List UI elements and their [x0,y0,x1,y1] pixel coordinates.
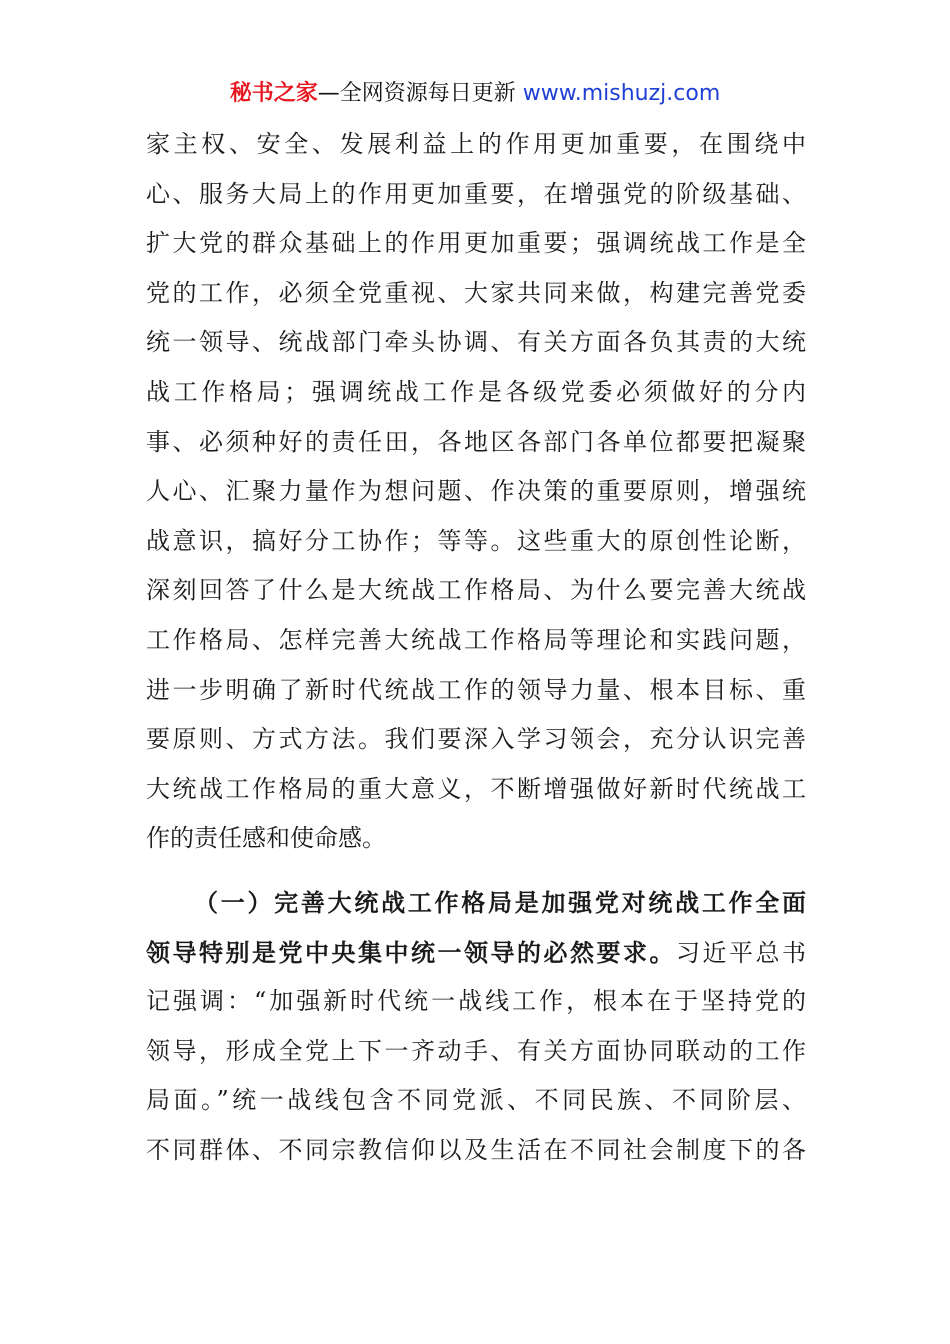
brand-name: 秘书之家 [229,81,318,106]
text-line: 党的工作，必须全党重视、大家共同来做，构建完善党委 [146,278,806,307]
section-heading-end: 领导特别是党中央集中统一领导的必然要求。 [146,937,676,967]
paragraph-gap [146,864,806,878]
text-line: 工作格局、怎样完善大统战工作格局等理论和实践问题， [146,625,806,654]
paragraph-1 [146,120,806,864]
text-line: 大统战工作格局的重大意义，不断增强做好新时代统战工 [146,774,806,803]
mixed-line [146,928,806,978]
text-line: 心、服务大局上的作用更加重要，在增强党的阶级基础、 [146,179,806,208]
paragraph-2 [146,878,806,1176]
text-line: 记强调：“加强新时代统一战线工作，根本在于坚持党的 [146,987,806,1016]
text-line: 不同群体、不同宗教信仰以及生活在不同社会制度下的各 [146,1135,806,1164]
text-line: 人心、汇聚力量作为想问题、作决策的重要原则，增强统 [146,477,806,506]
text-line: 扩大党的群众基础上的作用更加重要；强调统战工作是全 [146,229,806,258]
text-line: 领导，形成全党上下一齐动手、有关方面协同联动的工作 [146,1036,806,1065]
document-body [146,120,806,1175]
text-line: 作的责任感和使命感。 [146,824,386,853]
text-line: 要原则、方式方法。我们要深入学习领会，充分认识完善 [146,725,806,754]
text-line: 战意识，搞好分工协作；等等。这些重大的原创性论断， [146,526,806,555]
header-slogan: —全网资源每日更新 [317,81,516,106]
text-line: 家主权、安全、发展利益上的作用更加重要，在围绕中 [146,130,806,158]
text-line: 进一步明确了新时代统战工作的领导力量、根本目标、重 [146,675,806,704]
text-line: 统一领导、统战部门牵头协调、有关方面各负其责的大统 [146,328,806,357]
text-line: 深刻回答了什么是大统战工作格局、为什么要完善大统战 [146,576,806,605]
page-header [0,78,950,110]
section-heading-line: （一）完善大统战工作格局是加强党对统战工作全面 [194,887,806,917]
text-line: 战工作格局；强调统战工作是各级党委必须做好的分内 [146,377,806,406]
text-fragment: 习近平总书 [676,938,806,967]
header-url[interactable]: www.mishuzj.com [522,81,721,106]
text-line: 局面。”统一战线包含不同党派、不同民族、不同阶层、 [146,1086,806,1115]
text-line: 事、必须种好的责任田，各地区各部门各单位都要把凝聚 [146,427,806,456]
